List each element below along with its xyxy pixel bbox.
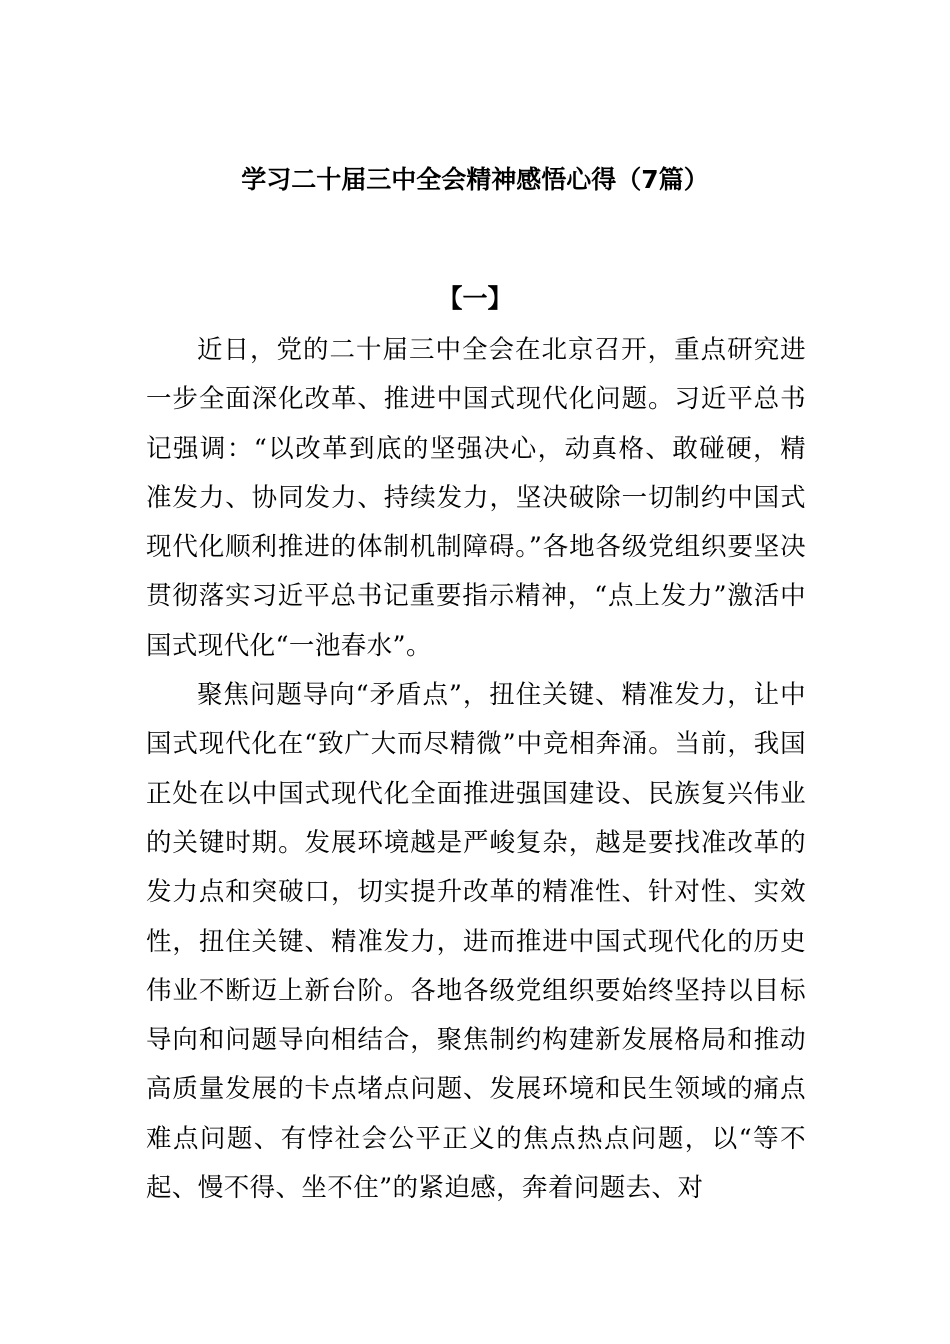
paragraph: 聚焦问题导向“矛盾点”，扭住关键、精准发力，让中国式现代化在“致广大而尽精微”中竞相奔涌。当前，我国正处在以中国式现代化全面推进强国建设、民族复兴伟业的关键时期。发展环境越是严峻复杂，越是要找准改革的发力点和突破口，切实提升改革的精准性、针对性、实效性，扭住关键、精准发力，进而推进中国式现代化的历史伟业不断迈上新台阶。各地各级党组织要始终坚持以目标导向和问题导向相结合，聚焦制约构建新发展格局和推动高质量发展的卡点堵点问题、发展环境和民生领域的痛点难点问题、有悖社会公平正义的焦点热点问题，以“等不起、慢不得、坐不住”的紧迫感，奔着问题去、对	[146, 680, 806, 1204]
document-title: 学习二十届三中全会精神感悟心得（7篇）	[241, 165, 709, 194]
document-body	[146, 326, 806, 1213]
section-heading: 【一】	[437, 284, 513, 313]
paragraph: 近日，党的二十届三中全会在北京召开，重点研究进一步全面深化改革、推进中国式现代化问题。习近平总书记强调：“以改革到底的坚强决心，动真格、敢碰硬，精准发力、协同发力、持续发力，坚决破除一切制约中国式现代化顺利推进的体制机制障碍。”各地各级党组织要坚决贯彻落实习近平总书记重要指示精神，“点上发力”激活中国式现代化“一池春水”。	[146, 335, 806, 661]
